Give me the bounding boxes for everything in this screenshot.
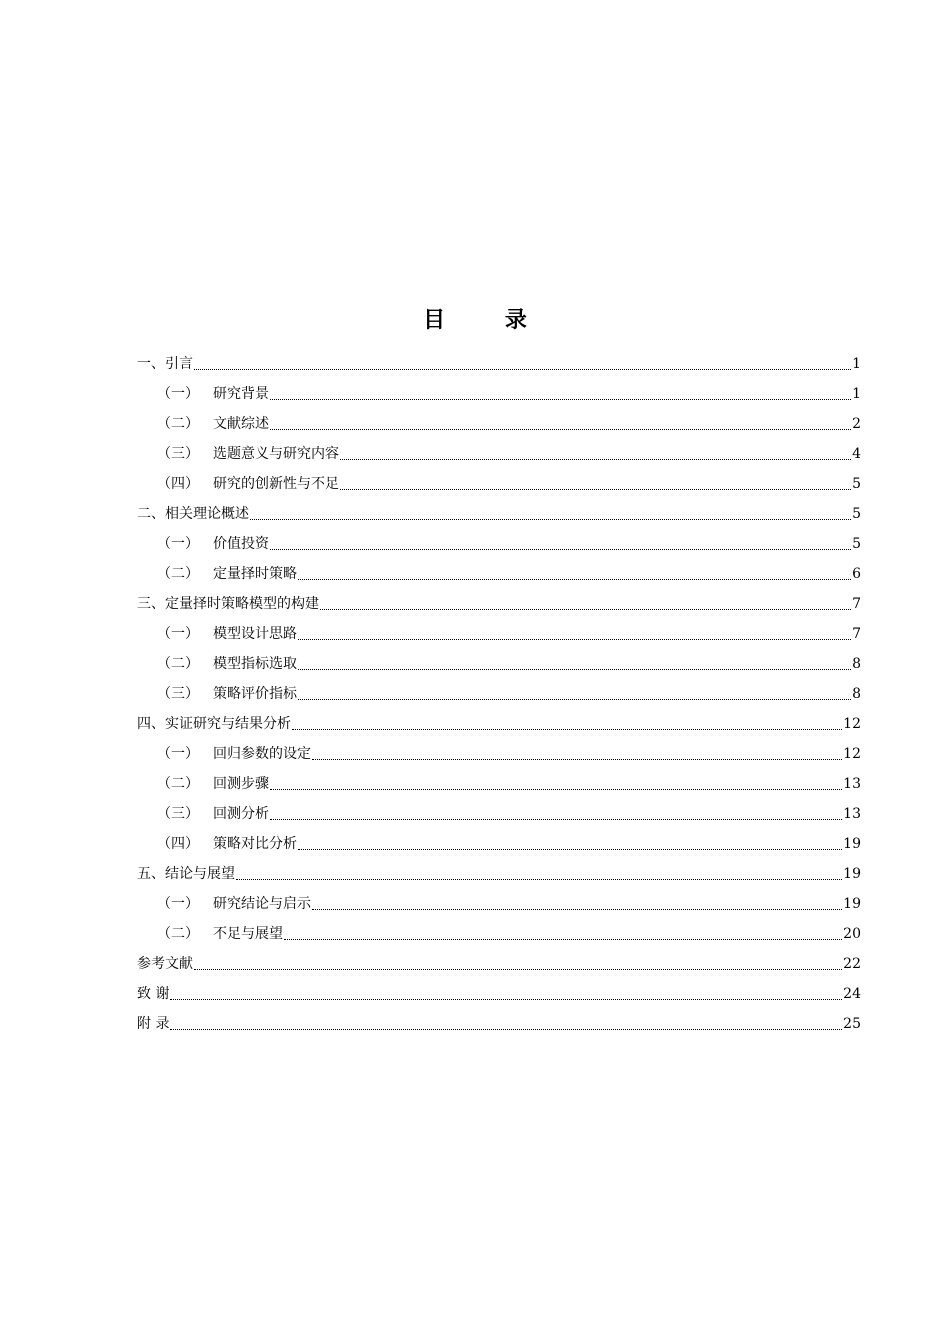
toc-entry-text: 不足与展望 (213, 926, 283, 942)
toc-entry-text: 参考文献 (137, 956, 193, 972)
toc-entry-text: 附 录 (137, 1016, 170, 1032)
toc-entry-text: 定量择时策略 (213, 566, 297, 582)
toc-entry[interactable] (137, 439, 861, 469)
toc-entry-text: 价值投资 (213, 536, 269, 552)
toc-page-number: 6 (852, 566, 861, 582)
toc-page-number: 22 (843, 956, 861, 972)
toc-entry[interactable] (137, 979, 861, 1009)
toc-entry[interactable] (137, 589, 861, 619)
toc-page-number: 1 (852, 386, 861, 402)
toc-entry-number: （二） (157, 926, 199, 942)
toc-entry[interactable] (137, 469, 861, 499)
toc-entry[interactable] (137, 739, 861, 769)
toc-entry-label (157, 409, 269, 439)
toc-dot-leader (298, 668, 851, 670)
toc-entry[interactable] (137, 1009, 861, 1039)
toc-entry-number: （一） (157, 626, 199, 642)
toc-dot-leader (298, 698, 851, 700)
toc-entry-label (157, 739, 311, 769)
toc-entry-text: 文献综述 (213, 416, 269, 432)
toc-entry[interactable] (137, 379, 861, 409)
toc-entry-label (157, 649, 297, 679)
toc-entry[interactable] (137, 409, 861, 439)
toc-entry-label (157, 559, 297, 589)
toc-entry-text: 模型指标选取 (213, 656, 297, 672)
toc-entry-number: （四） (157, 476, 199, 492)
toc-dot-leader (194, 968, 842, 970)
toc-dot-leader (270, 398, 851, 400)
toc-entry-label (137, 349, 193, 379)
toc-dot-leader (298, 638, 851, 640)
toc-page-number: 8 (852, 656, 861, 672)
toc-dot-leader (270, 548, 851, 550)
toc-page-number: 7 (852, 596, 861, 612)
toc-entry-number: （二） (157, 566, 199, 582)
toc-page-number: 8 (852, 686, 861, 702)
toc-entry-text: 回归参数的设定 (213, 746, 311, 762)
toc-page-number: 12 (843, 746, 861, 762)
toc-dot-leader (320, 608, 851, 610)
toc-dot-leader (340, 488, 851, 490)
toc-page-number: 7 (852, 626, 861, 642)
toc-entry-label (157, 889, 311, 919)
toc-entry-text: 回测分析 (213, 806, 269, 822)
toc-dot-leader (284, 938, 842, 940)
toc-dot-leader (170, 1028, 842, 1030)
toc-entry-number: （一） (157, 896, 199, 912)
toc-entry-text: 五、结论与展望 (137, 866, 235, 882)
toc-entry[interactable] (137, 529, 861, 559)
toc-entry-label (137, 1009, 169, 1039)
toc-dot-leader (194, 368, 851, 370)
toc-entry-text: 三、定量择时策略模型的构建 (137, 596, 319, 612)
toc-entry[interactable] (137, 349, 861, 379)
toc-entry-label (157, 529, 269, 559)
toc-title: 目 录 (423, 307, 553, 333)
toc-entry-text: 回测步骤 (213, 776, 269, 792)
toc-entry[interactable] (137, 619, 861, 649)
toc-dot-leader (270, 818, 842, 820)
toc-entry-text: 二、相关理论概述 (137, 506, 249, 522)
toc-entry-text: 模型设计思路 (213, 626, 297, 642)
toc-dot-leader (270, 428, 851, 430)
toc-entry-text: 致 谢 (137, 986, 170, 1002)
toc-entry[interactable] (137, 949, 861, 979)
toc-entry[interactable] (137, 709, 861, 739)
toc-entry-label (137, 499, 249, 529)
toc-entry-label (137, 589, 319, 619)
toc-entry-text: 研究背景 (213, 386, 269, 402)
toc-dot-leader (312, 758, 842, 760)
toc-page-number: 5 (852, 476, 861, 492)
toc-page-number: 13 (843, 806, 861, 822)
toc-entry[interactable] (137, 649, 861, 679)
toc-entry-number: （一） (157, 746, 199, 762)
toc-page-number: 20 (843, 926, 861, 942)
toc-page-number: 19 (843, 836, 861, 852)
toc-entry-number: （一） (157, 536, 199, 552)
toc-page-number: 2 (852, 416, 861, 432)
toc-dot-leader (298, 848, 842, 850)
toc-entry-number: （三） (157, 806, 199, 822)
toc-entry-label (137, 859, 235, 889)
toc-entry-label (157, 829, 297, 859)
toc-entry-text: 选题意义与研究内容 (213, 446, 339, 462)
toc-entry-text: 策略评价指标 (213, 686, 297, 702)
toc-entry-label (157, 439, 339, 469)
toc-page-number: 4 (852, 446, 861, 462)
toc-entry-number: （四） (157, 836, 199, 852)
toc-dot-leader (170, 998, 842, 1000)
toc-entry[interactable] (137, 829, 861, 859)
toc-entry[interactable] (137, 559, 861, 589)
toc-entry-number: （二） (157, 656, 199, 672)
toc-entry-text: 研究结论与启示 (213, 896, 311, 912)
toc-dot-leader (270, 788, 842, 790)
toc-entry-number: （二） (157, 776, 199, 792)
toc-entry-text: 一、引言 (137, 356, 193, 372)
toc-entry-label (137, 949, 193, 979)
toc-entry-label (157, 769, 269, 799)
toc-entry-label (157, 379, 269, 409)
toc-entry-text: 研究的创新性与不足 (213, 476, 339, 492)
toc-page-number: 19 (843, 866, 861, 882)
toc-entry-label (157, 799, 269, 829)
toc-page-number: 24 (843, 986, 861, 1002)
toc-entry-number: （一） (157, 386, 199, 402)
toc-dot-leader (250, 518, 851, 520)
toc-page-number: 1 (852, 356, 861, 372)
toc-entry-label (157, 679, 297, 709)
toc-page-number: 12 (843, 716, 861, 732)
toc-dot-leader (312, 908, 842, 910)
toc-entry[interactable] (137, 499, 861, 529)
toc-entry-label (157, 919, 283, 949)
toc-page-number: 19 (843, 896, 861, 912)
toc-dot-leader (236, 878, 842, 880)
toc-page-number: 25 (843, 1016, 861, 1032)
toc-page-number: 13 (843, 776, 861, 792)
toc-dot-leader (340, 458, 851, 460)
toc-dot-leader (292, 728, 842, 730)
toc-entry-number: （三） (157, 686, 199, 702)
toc-entry-label (157, 469, 339, 499)
toc-entry[interactable] (137, 859, 861, 889)
toc-entry-number: （二） (157, 416, 199, 432)
toc-entry[interactable] (137, 769, 861, 799)
toc-entry-label (137, 709, 291, 739)
toc-entry[interactable] (137, 889, 861, 919)
toc-dot-leader (298, 578, 851, 580)
toc-page-number: 5 (852, 506, 861, 522)
toc-entry-number: （三） (157, 446, 199, 462)
toc-entry[interactable] (137, 799, 861, 829)
table-of-contents (137, 349, 861, 1039)
toc-entry-label (157, 619, 297, 649)
toc-entry-text: 策略对比分析 (213, 836, 297, 852)
toc-entry-text: 四、实证研究与结果分析 (137, 716, 291, 732)
toc-entry-label (137, 979, 169, 1009)
toc-page-number: 5 (852, 536, 861, 552)
toc-entry[interactable] (137, 919, 861, 949)
toc-entry[interactable] (137, 679, 861, 709)
